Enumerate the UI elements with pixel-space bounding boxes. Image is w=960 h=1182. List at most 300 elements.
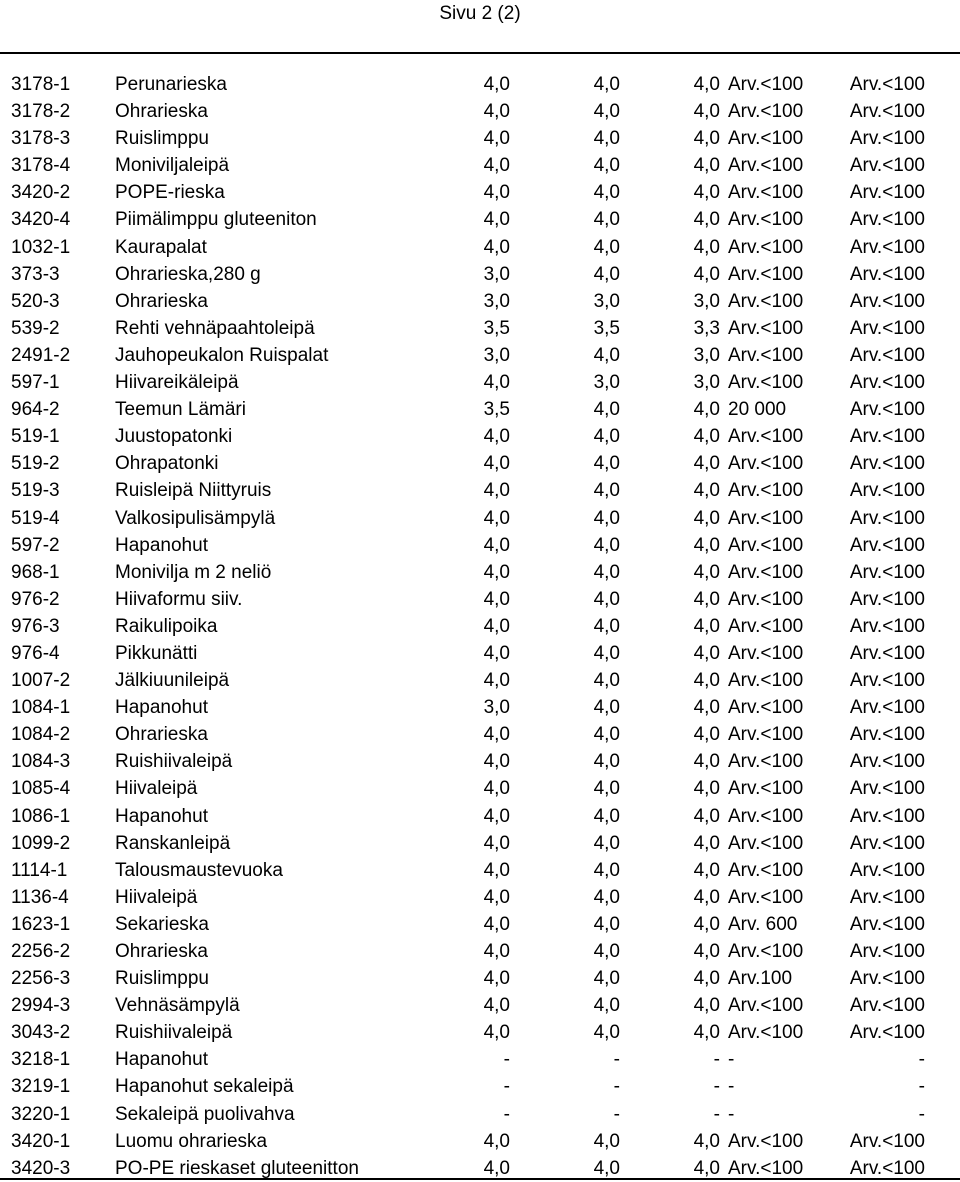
sample-code-cell: 3178-4	[11, 155, 71, 177]
table-row	[0, 1073, 960, 1100]
score-1-cell: 4,0	[483, 372, 510, 394]
score-3-cell: 4,0	[693, 1130, 720, 1152]
score-2-cell: 4,0	[593, 1022, 620, 1044]
score-3-cell: 4,0	[693, 724, 720, 746]
score-2-cell: 4,0	[593, 74, 620, 95]
product-name-cell: Hapanohut	[115, 697, 208, 719]
score-3-cell: 4,0	[693, 588, 720, 610]
table-row	[0, 152, 960, 179]
score-1-cell: 4,0	[483, 588, 510, 610]
sample-code-cell: 519-1	[11, 426, 60, 448]
product-name-cell: Piimälimppu gluteeniton	[115, 209, 317, 231]
result-2-cell: -	[918, 1076, 925, 1098]
product-name-cell: Ohrarieska	[115, 941, 208, 962]
result-1-cell: Arv.<100	[728, 941, 804, 962]
score-2-cell: 4,0	[593, 995, 620, 1017]
result-2-cell: Arv.<100	[849, 507, 925, 529]
table-row	[0, 206, 960, 233]
table-row	[0, 98, 960, 125]
product-name-cell: Ruislimppu	[115, 968, 209, 990]
score-2-cell: 4,0	[593, 128, 620, 150]
table-row	[0, 505, 960, 532]
table-row	[0, 532, 960, 559]
sample-code-cell: 373-3	[11, 263, 60, 285]
score-1-cell: 4,0	[483, 778, 510, 800]
result-2-cell: Arv.<100	[849, 805, 925, 827]
result-1-cell: Arv.<100	[728, 588, 804, 610]
sample-code-cell: 1099-2	[11, 832, 71, 854]
result-2-cell: Arv.<100	[849, 751, 925, 773]
score-1-cell: 4,0	[483, 724, 510, 746]
score-2-cell: 4,0	[593, 588, 620, 610]
score-3-cell: -	[713, 1076, 720, 1098]
table-row	[0, 775, 960, 802]
result-2-cell: Arv.<100	[849, 859, 925, 881]
table-row	[0, 613, 960, 640]
score-3-cell: 4,0	[693, 155, 720, 177]
product-name-cell: Ruisleipä Niittyruis	[115, 480, 272, 502]
score-2-cell: 4,0	[593, 534, 620, 556]
score-3-cell: 3,3	[693, 317, 720, 339]
score-2-cell: 4,0	[593, 507, 620, 529]
score-1-cell: 4,0	[483, 859, 510, 881]
result-2-cell: Arv.<100	[849, 480, 925, 502]
score-2-cell: 4,0	[593, 615, 620, 637]
sample-code-cell: 1032-1	[11, 236, 71, 258]
table-row	[0, 1128, 960, 1155]
table-row	[0, 992, 960, 1019]
score-2-cell: -	[613, 1049, 620, 1071]
score-2-cell: 4,0	[593, 453, 620, 475]
product-name-cell: Hapanohut sekaleipä	[115, 1076, 294, 1098]
product-name-cell: Ohrarieska	[115, 290, 208, 312]
score-2-cell: 4,0	[593, 913, 620, 935]
sample-code-cell: 3420-3	[11, 1157, 71, 1179]
score-2-cell: 4,0	[593, 561, 620, 583]
table-row	[0, 261, 960, 288]
sample-code-cell: 3178-3	[11, 128, 71, 150]
result-2-cell: Arv.<100	[849, 317, 925, 339]
result-2-cell: Arv.<100	[849, 453, 925, 475]
product-name-cell: Juustopatonki	[115, 426, 233, 448]
product-name-cell: Monivilja m 2 neliö	[115, 561, 272, 583]
score-1-cell: 4,0	[483, 209, 510, 231]
score-1-cell: 4,0	[483, 426, 510, 448]
result-1-cell: Arv.<100	[728, 236, 804, 258]
table-row	[0, 640, 960, 667]
result-1-cell: Arv.100	[728, 968, 793, 990]
result-2-cell: Arv.<100	[849, 724, 925, 746]
score-3-cell: 3,0	[693, 344, 720, 366]
score-1-cell: 4,0	[483, 1157, 510, 1179]
score-3-cell: -	[713, 1049, 720, 1071]
result-2-cell: Arv.<100	[849, 128, 925, 150]
result-2-cell: Arv.<100	[849, 615, 925, 637]
table-row	[0, 71, 960, 98]
result-1-cell: Arv. 600	[728, 913, 798, 935]
table-row	[0, 830, 960, 857]
score-1-cell: 4,0	[483, 561, 510, 583]
table-row	[0, 1046, 960, 1073]
result-2-cell: Arv.<100	[849, 426, 925, 448]
result-1-cell: -	[728, 1049, 735, 1071]
score-1-cell: 4,0	[483, 155, 510, 177]
result-2-cell: Arv.<100	[849, 832, 925, 854]
result-1-cell: Arv.<100	[728, 1130, 804, 1152]
result-1-cell: Arv.<100	[728, 751, 804, 773]
result-2-cell: Arv.<100	[849, 1022, 925, 1044]
result-1-cell: Arv.<100	[728, 859, 804, 881]
result-1-cell: Arv.<100	[728, 642, 804, 664]
product-name-cell: Rehti vehnäpaahtoleipä	[115, 317, 315, 339]
product-name-cell: PO-PE rieskaset gluteenitton	[115, 1157, 359, 1179]
score-2-cell: 4,0	[593, 941, 620, 962]
product-name-cell: POPE-rieska	[115, 182, 225, 204]
score-2-cell: 4,0	[593, 426, 620, 448]
score-1-cell: 4,0	[483, 941, 510, 962]
score-3-cell: 4,0	[693, 832, 720, 854]
score-2-cell: 3,0	[593, 290, 620, 312]
score-1-cell: -	[503, 1049, 510, 1071]
sample-code-cell: 2491-2	[11, 344, 71, 366]
score-2-cell: 4,0	[593, 155, 620, 177]
product-name-cell: Hapanohut	[115, 1049, 208, 1071]
score-2-cell: 3,5	[593, 317, 620, 339]
score-3-cell: 4,0	[693, 101, 720, 123]
result-1-cell: Arv.<100	[728, 74, 804, 95]
score-2-cell: 4,0	[593, 182, 620, 204]
sample-code-cell: 3178-1	[11, 74, 71, 95]
score-3-cell: 4,0	[693, 859, 720, 881]
sample-code-cell: 3218-1	[11, 1049, 71, 1071]
product-name-cell: Ruishiivaleipä	[115, 751, 233, 773]
sample-code-cell: 1623-1	[11, 913, 71, 935]
result-2-cell: Arv.<100	[849, 941, 925, 962]
table-row	[0, 1019, 960, 1046]
table-row	[0, 803, 960, 830]
sample-code-cell: 964-2	[11, 399, 60, 421]
result-2-cell: Arv.<100	[849, 344, 925, 366]
result-1-cell: Arv.<100	[728, 561, 804, 583]
result-1-cell: Arv.<100	[728, 317, 804, 339]
table-row	[0, 423, 960, 450]
table-row	[0, 315, 960, 342]
score-1-cell: 4,0	[483, 101, 510, 123]
score-2-cell: 4,0	[593, 805, 620, 827]
result-1-cell: Arv.<100	[728, 426, 804, 448]
score-2-cell: 4,0	[593, 236, 620, 258]
result-2-cell: Arv.<100	[849, 290, 925, 312]
product-name-cell: Valkosipulisämpylä	[115, 507, 276, 529]
score-2-cell: 4,0	[593, 697, 620, 719]
score-2-cell: 4,0	[593, 263, 620, 285]
product-name-cell: Sekarieska	[115, 913, 209, 935]
score-3-cell: 4,0	[693, 182, 720, 204]
result-1-cell: Arv.<100	[728, 263, 804, 285]
product-name-cell: Perunarieska	[115, 74, 227, 95]
score-1-cell: 4,0	[483, 642, 510, 664]
sample-code-cell: 1085-4	[11, 778, 71, 800]
result-1-cell: -	[728, 1103, 735, 1125]
score-2-cell: 4,0	[593, 1130, 620, 1152]
result-2-cell: Arv.<100	[849, 209, 925, 231]
sample-code-cell: 597-1	[11, 372, 60, 394]
result-2-cell: Arv.<100	[849, 642, 925, 664]
score-3-cell: 4,0	[693, 561, 720, 583]
results-table	[0, 71, 960, 1182]
score-3-cell: 4,0	[693, 670, 720, 692]
sample-code-cell: 1084-1	[11, 697, 71, 719]
result-1-cell: Arv.<100	[728, 805, 804, 827]
score-1-cell: 4,0	[483, 1130, 510, 1152]
result-1-cell: Arv.<100	[728, 724, 804, 746]
result-1-cell: Arv.<100	[728, 1022, 804, 1044]
result-2-cell: Arv.<100	[849, 155, 925, 177]
result-1-cell: Arv.<100	[728, 832, 804, 854]
table-row	[0, 179, 960, 206]
result-2-cell: Arv.<100	[849, 995, 925, 1017]
score-1-cell: 4,0	[483, 805, 510, 827]
score-3-cell: 4,0	[693, 534, 720, 556]
score-3-cell: 4,0	[693, 1022, 720, 1044]
score-1-cell: 4,0	[483, 74, 510, 95]
score-3-cell: 4,0	[693, 1157, 720, 1179]
product-name-cell: Hapanohut	[115, 805, 208, 827]
score-3-cell: 4,0	[693, 74, 720, 95]
score-3-cell: 4,0	[693, 507, 720, 529]
score-1-cell: 3,0	[483, 697, 510, 719]
score-2-cell: 4,0	[593, 209, 620, 231]
score-1-cell: 4,0	[483, 886, 510, 908]
score-3-cell: 4,0	[693, 805, 720, 827]
sample-code-cell: 2256-3	[11, 968, 71, 990]
product-name-cell: Teemun Lämäri	[115, 399, 246, 421]
score-2-cell: 4,0	[593, 832, 620, 854]
table-row	[0, 125, 960, 152]
result-1-cell: Arv.<100	[728, 697, 804, 719]
result-1-cell: Arv.<100	[728, 507, 804, 529]
product-name-cell: Ohrarieska,280 g	[115, 263, 261, 285]
result-2-cell: Arv.<100	[849, 778, 925, 800]
sample-code-cell: 539-2	[11, 317, 60, 339]
product-name-cell: Kaurapalat	[115, 236, 207, 258]
score-3-cell: 4,0	[693, 128, 720, 150]
sample-code-cell: 976-4	[11, 642, 60, 664]
result-1-cell: Arv.<100	[728, 670, 804, 692]
product-name-cell: Hiivaleipä	[115, 778, 198, 800]
result-1-cell: Arv.<100	[728, 886, 804, 908]
product-name-cell: Sekaleipä puolivahva	[115, 1103, 295, 1125]
result-2-cell: Arv.<100	[849, 534, 925, 556]
result-2-cell: Arv.<100	[849, 263, 925, 285]
sample-code-cell: 3420-4	[11, 209, 71, 231]
sample-code-cell: 3178-2	[11, 101, 71, 123]
score-1-cell: 4,0	[483, 534, 510, 556]
result-2-cell: Arv.<100	[849, 1130, 925, 1152]
score-1-cell: 3,0	[483, 344, 510, 366]
score-2-cell: 4,0	[593, 724, 620, 746]
result-1-cell: Arv.<100	[728, 453, 804, 475]
product-name-cell: Moniviljaleipä	[115, 155, 230, 177]
result-2-cell: Arv.<100	[849, 1157, 925, 1179]
score-3-cell: -	[713, 1103, 720, 1125]
sample-code-cell: 976-2	[11, 588, 60, 610]
result-2-cell: Arv.<100	[849, 670, 925, 692]
score-1-cell: 3,5	[483, 317, 510, 339]
table-row	[0, 857, 960, 884]
sample-code-cell: 2256-2	[11, 941, 71, 962]
product-name-cell: Hiivaformu siiv.	[115, 588, 243, 610]
score-3-cell: 3,0	[693, 290, 720, 312]
result-2-cell: Arv.<100	[849, 886, 925, 908]
sample-code-cell: 3420-1	[11, 1130, 71, 1152]
score-2-cell: 4,0	[593, 101, 620, 123]
result-1-cell: Arv.<100	[728, 534, 804, 556]
score-2-cell: -	[613, 1103, 620, 1125]
sample-code-cell: 1084-3	[11, 751, 71, 773]
table-row	[0, 748, 960, 775]
score-3-cell: 4,0	[693, 209, 720, 231]
score-2-cell: 4,0	[593, 670, 620, 692]
score-3-cell: 4,0	[693, 642, 720, 664]
result-2-cell: -	[918, 1103, 925, 1125]
product-name-cell: Hapanohut	[115, 534, 208, 556]
product-name-cell: Luomu ohrarieska	[115, 1130, 268, 1152]
product-name-cell: Pikkunätti	[115, 642, 198, 664]
result-1-cell: Arv.<100	[728, 1157, 804, 1179]
score-2-cell: 4,0	[593, 399, 620, 421]
sample-code-cell: 1136-4	[11, 886, 69, 908]
table-row	[0, 938, 960, 965]
result-1-cell: 20 000	[728, 399, 787, 421]
result-2-cell: Arv.<100	[849, 236, 925, 258]
score-3-cell: 4,0	[693, 263, 720, 285]
score-3-cell: 4,0	[693, 399, 720, 421]
product-name-cell: Jälkiuunileipä	[115, 670, 230, 692]
score-1-cell: 4,0	[483, 182, 510, 204]
product-name-cell: Ranskanleipä	[115, 832, 231, 854]
table-row	[0, 667, 960, 694]
sample-code-cell: 1086-1	[11, 805, 71, 827]
product-name-cell: Vehnäsämpylä	[115, 995, 240, 1017]
result-2-cell: Arv.<100	[849, 101, 925, 123]
result-1-cell: Arv.<100	[728, 995, 804, 1017]
table-row	[0, 396, 960, 423]
score-2-cell: 4,0	[593, 968, 620, 990]
score-1-cell: 3,0	[483, 263, 510, 285]
result-2-cell: Arv.<100	[849, 588, 925, 610]
sample-code-cell: 2994-3	[11, 995, 71, 1017]
score-1-cell: 4,0	[483, 670, 510, 692]
table-row	[0, 586, 960, 613]
table-row	[0, 721, 960, 748]
score-3-cell: 4,0	[693, 751, 720, 773]
sample-code-cell: 1084-2	[11, 724, 71, 746]
product-name-cell: Ruishiivaleipä	[115, 1022, 233, 1044]
score-3-cell: 4,0	[693, 697, 720, 719]
product-name-cell: Ohrarieska	[115, 724, 208, 746]
score-1-cell: 4,0	[483, 968, 510, 990]
sample-code-cell: 3420-2	[11, 182, 71, 204]
sample-code-cell: 1114-1	[11, 859, 68, 881]
score-1-cell: 4,0	[483, 615, 510, 637]
score-2-cell: 4,0	[593, 859, 620, 881]
product-name-cell: Hiivaleipä	[115, 886, 198, 908]
table-row	[0, 694, 960, 721]
result-2-cell: Arv.<100	[849, 561, 925, 583]
result-1-cell: Arv.<100	[728, 480, 804, 502]
table-row	[0, 965, 960, 992]
score-2-cell: 4,0	[593, 642, 620, 664]
table-row	[0, 342, 960, 369]
result-2-cell: Arv.<100	[849, 697, 925, 719]
result-1-cell: -	[728, 1076, 735, 1098]
result-1-cell: Arv.<100	[728, 155, 804, 177]
score-3-cell: 4,0	[693, 968, 720, 990]
product-name-cell: Jauhopeukalon Ruispalat	[115, 344, 329, 366]
table-row	[0, 911, 960, 938]
result-1-cell: Arv.<100	[728, 372, 804, 394]
table-row	[0, 884, 960, 911]
sample-code-cell: 3219-1	[11, 1076, 71, 1098]
score-1-cell: 3,5	[483, 399, 510, 421]
table-row	[0, 559, 960, 586]
product-name-cell: Hiivareikäleipä	[115, 372, 239, 394]
score-2-cell: 3,0	[593, 372, 620, 394]
result-1-cell: Arv.<100	[728, 128, 804, 150]
page-number-header: Sivu 2 (2)	[439, 3, 521, 24]
score-1-cell: -	[503, 1076, 510, 1098]
table-row	[0, 1101, 960, 1128]
table-row	[0, 288, 960, 315]
table-row	[0, 234, 960, 261]
score-1-cell: 4,0	[483, 995, 510, 1017]
result-2-cell: Arv.<100	[849, 74, 925, 95]
table-row	[0, 477, 960, 504]
result-1-cell: Arv.<100	[728, 182, 804, 204]
score-1-cell: 4,0	[483, 832, 510, 854]
result-2-cell: Arv.<100	[849, 399, 925, 421]
result-2-cell: Arv.<100	[849, 913, 925, 935]
score-3-cell: 4,0	[693, 615, 720, 637]
score-1-cell: 4,0	[483, 751, 510, 773]
score-3-cell: 4,0	[693, 236, 720, 258]
result-2-cell: Arv.<100	[849, 968, 925, 990]
score-3-cell: 4,0	[693, 426, 720, 448]
product-name-cell: Talousmaustevuoka	[115, 859, 283, 881]
product-name-cell: Ruislimppu	[115, 128, 209, 150]
score-3-cell: 4,0	[693, 913, 720, 935]
score-1-cell: 4,0	[483, 1022, 510, 1044]
score-2-cell: 4,0	[593, 344, 620, 366]
sample-code-cell: 519-3	[11, 480, 60, 502]
top-divider	[0, 52, 960, 54]
result-1-cell: Arv.<100	[728, 209, 804, 231]
score-1-cell: -	[503, 1103, 510, 1125]
score-2-cell: 4,0	[593, 1157, 620, 1179]
product-name-cell: Ohrapatonki	[115, 453, 219, 475]
score-2-cell: -	[613, 1076, 620, 1098]
sample-code-cell: 3220-1	[11, 1103, 71, 1125]
score-1-cell: 4,0	[483, 236, 510, 258]
product-name-cell: Ohrarieska	[115, 101, 208, 123]
sample-code-cell: 976-3	[11, 615, 60, 637]
sample-code-cell: 520-3	[11, 290, 60, 312]
score-3-cell: 4,0	[693, 480, 720, 502]
sample-code-cell: 519-2	[11, 453, 60, 475]
result-1-cell: Arv.<100	[728, 615, 804, 637]
score-1-cell: 4,0	[483, 453, 510, 475]
